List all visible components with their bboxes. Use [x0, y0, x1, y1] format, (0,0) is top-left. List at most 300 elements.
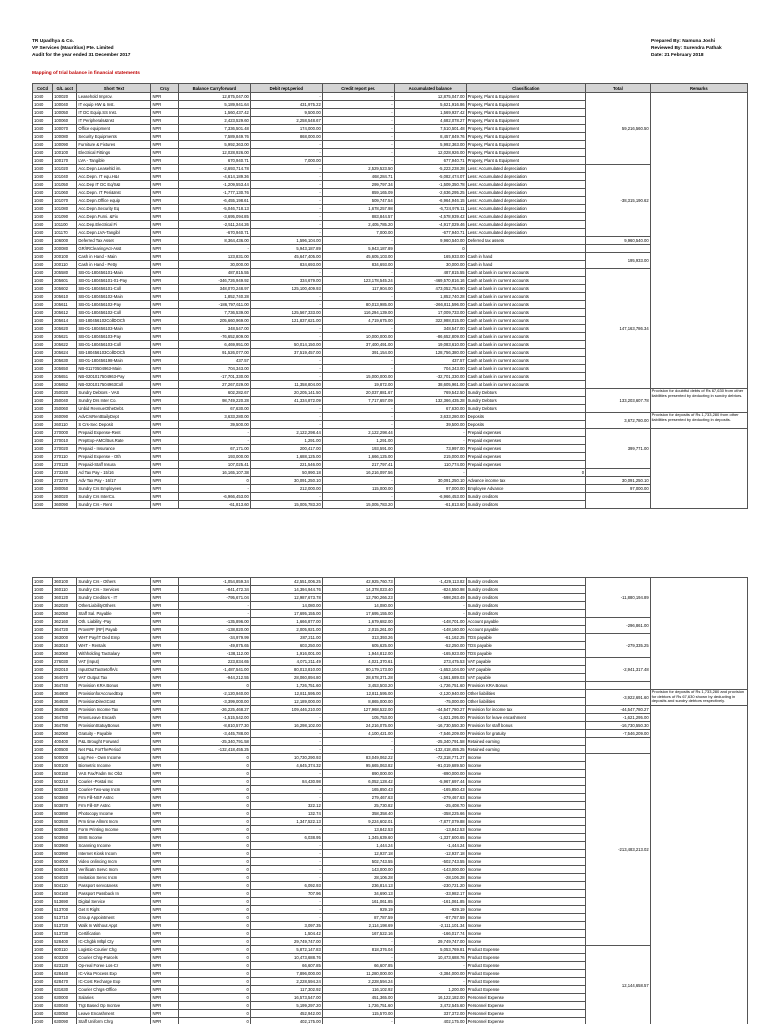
- cell-gl-account: 273240: [53, 469, 77, 477]
- cell-balance-carryforward: -61,813.60: [178, 501, 250, 509]
- cell-gl-account: 101020: [53, 165, 77, 173]
- cell-classification: Cash at bank in current accounts: [466, 325, 586, 333]
- cell-company-code: 1040: [33, 125, 53, 133]
- cell-balance-carryforward: -2,120,940.00: [178, 690, 250, 698]
- cell-balance-carryforward: 0: [178, 962, 250, 970]
- cell-debit-period: 200,417.00: [250, 445, 322, 453]
- cell-gl-account: 364740: [53, 682, 77, 690]
- prepared-by: Prepared By: Namuna Joshi: [651, 39, 715, 44]
- cell-company-code: 1040: [33, 762, 53, 770]
- cell-accumulated-balance: -87,787.59: [394, 914, 466, 922]
- cell-classification: Cash at bank in current accounts: [466, 333, 586, 341]
- cell-balance-carryforward: 0: [178, 898, 250, 906]
- cell-classification: Prepaid expenses: [466, 437, 586, 445]
- cell-company-code: 1040: [33, 706, 53, 714]
- cell-debit-period: -: [250, 746, 322, 754]
- cell-accumulated-balance: -33,982.17: [394, 890, 466, 898]
- cell-currency: NPR: [151, 650, 179, 658]
- cell-classification: Income: [466, 786, 586, 794]
- cell-debit-period: 28,060,894.80: [250, 674, 322, 682]
- cell-classification: Personnel Expense: [466, 1010, 586, 1018]
- cell-balance-carryforward: 123,831.00: [178, 253, 250, 261]
- cell-balance-carryforward: -25,340,791.58: [178, 738, 250, 746]
- cell-short-text: Prm time Allmnt Incm: [77, 818, 151, 826]
- cell-credit-period: 15,000,000.00: [322, 373, 394, 381]
- cell-accumulated-balance: -52,250.00: [394, 642, 466, 650]
- cell-short-text: Photocopy Income: [77, 810, 151, 818]
- cell-company-code: 1040: [33, 946, 53, 954]
- cell-credit-period: 391,154.00: [322, 349, 394, 357]
- cell-currency: NPR: [151, 213, 179, 221]
- cell-short-text: Log Fee - Own Income: [77, 754, 151, 762]
- cell-classification: Cash at bank in current accounts: [466, 349, 586, 357]
- cell-short-text: Certification: [77, 930, 151, 938]
- cell-debit-period: -: [250, 269, 322, 277]
- cell-balance-carryforward: -1,777,130.76: [178, 189, 250, 197]
- cell-debit-period: -: [250, 842, 322, 850]
- cell-short-text: Prepaid - Insurance: [77, 445, 151, 453]
- audit-period: Audit for the year ended 31 December 2017: [32, 53, 131, 58]
- cell-accumulated-balance: -677,940.71: [394, 229, 466, 237]
- cell-gl-account: 362020: [53, 602, 77, 610]
- cell-classification: Product Expense: [466, 986, 586, 994]
- cell-credit-period: -: [322, 365, 394, 373]
- cell-company-code: 1040: [33, 746, 53, 754]
- cell-accumulated-balance: 0: [394, 245, 466, 253]
- cell-currency: NPR: [151, 301, 179, 309]
- table-row: [33, 754, 748, 762]
- cell-credit-period: 9,224,602.01: [322, 818, 394, 826]
- cell-company-code: 1040: [33, 413, 53, 421]
- cell-debit-period: 16,298,102.00: [250, 722, 322, 730]
- cell-debit-period: 174,000.00: [250, 125, 322, 133]
- cell-credit-period: -: [322, 413, 394, 421]
- cell-gl-account: 205624: [53, 349, 77, 357]
- cell-company-code: 1040: [33, 842, 53, 850]
- cell-debit-period: 4,645,374.32: [250, 762, 322, 770]
- cell-gl-account: 205611: [53, 301, 77, 309]
- cell-gl-account: 500150: [53, 770, 77, 778]
- cell-credit-period: 13,842.53: [322, 826, 394, 834]
- cell-company-code: 1040: [33, 277, 53, 285]
- cell-gl-account: 270010: [53, 437, 77, 445]
- cell-gl-account: 205620: [53, 325, 77, 333]
- cell-balance-carryforward: 0: [178, 874, 250, 882]
- cell-balance-carryforward: 0: [178, 802, 250, 810]
- cell-gl-account: 270120: [53, 461, 77, 469]
- cell-gl-account: 503960: [53, 842, 77, 850]
- cell-company-code: 1040: [33, 578, 53, 586]
- cell-short-text: SB-01-180456198-Main: [77, 357, 151, 365]
- cell-short-text: Trgt Based Op Incntve: [77, 1002, 151, 1010]
- cell-accumulated-balance: 7,510,501.48: [394, 125, 466, 133]
- cell-gl-account: 100080: [53, 133, 77, 141]
- cell-currency: NPR: [151, 365, 179, 373]
- cell-currency: NPR: [151, 253, 179, 261]
- cell-debit-period: 834,693.00: [250, 261, 322, 269]
- cell-accumulated-balance: 437.57: [394, 357, 466, 365]
- cell-credit-period: 80,179,173.00: [322, 666, 394, 674]
- cell-classification: Income: [466, 922, 586, 930]
- cell-currency: NPR: [151, 874, 179, 882]
- table-row: [33, 578, 748, 586]
- cell-classification: Advance income tax: [466, 477, 586, 485]
- cell-credit-period: 929.19: [322, 906, 394, 914]
- cell-short-text: Withholding TaxSalary: [77, 650, 151, 658]
- cell-gl-account: 100090: [53, 141, 77, 149]
- cell-debit-period: 7,000.00: [250, 157, 322, 165]
- cell-balance-carryforward: 0: [178, 786, 250, 794]
- cell-classification: Income: [466, 930, 586, 938]
- cell-debit-period: 125,100,409.93: [250, 285, 322, 293]
- cell-balance-carryforward: 0: [178, 1002, 250, 1010]
- cell-total: 133,203,607.78: [586, 389, 651, 413]
- cell-balance-carryforward: 0: [178, 826, 250, 834]
- cell-accumulated-balance: -6,966,453.00: [394, 493, 466, 501]
- cell-balance-carryforward: -135,896.00: [178, 618, 250, 626]
- cell-balance-carryforward: 16,165,107.38: [178, 469, 250, 477]
- table-row: [33, 714, 748, 722]
- cell-accumulated-balance: 273,475.53: [394, 658, 466, 666]
- cell-currency: NPR: [151, 682, 179, 690]
- cell-accumulated-balance: 402,175.00: [394, 1018, 466, 1024]
- cell-currency: NPR: [151, 1018, 179, 1024]
- cell-credit-period: 1,678,257.98: [322, 205, 394, 213]
- firm-name: TR Upadhya & Co.: [32, 39, 74, 44]
- cell-short-text: IC-Visa Process Exp: [77, 970, 151, 978]
- cell-company-code: 1040: [33, 874, 53, 882]
- cell-company-code: 1040: [33, 141, 53, 149]
- cell-debit-period: 12,189,000.00: [250, 698, 322, 706]
- cell-short-text: InputOutTaxSetoffA/c: [77, 666, 151, 674]
- cell-classification: Less: Accumulated depreciation: [466, 213, 586, 221]
- cell-debit-period: 2,005,921.00: [250, 626, 322, 634]
- cell-accumulated-balance: -598,263.49: [394, 594, 466, 602]
- cell-debit-period: 29,749,747.00: [250, 938, 322, 946]
- cell-debit-period: 5,943,187.89: [250, 245, 322, 253]
- cell-gl-account: 360020: [53, 493, 77, 501]
- cell-credit-period: 45,605,103.00: [322, 253, 394, 261]
- cell-classification: Sundry creditors: [466, 594, 586, 602]
- cell-currency: NPR: [151, 610, 179, 618]
- trial-balance-table-2: [32, 577, 748, 1024]
- cell-classification: Sundry creditors: [466, 602, 586, 610]
- cell-accumulated-balance: -44,547,780.27: [394, 706, 466, 714]
- cell-credit-period: 10,000,000.00: [322, 333, 394, 341]
- cell-credit-period: 165,850.43: [322, 786, 394, 794]
- cell-total: [586, 469, 651, 477]
- cell-credit-period: 2,405,785.20: [322, 221, 394, 229]
- cell-gl-account: 101040: [53, 173, 77, 181]
- cell-accumulated-balance: 704,343.00: [394, 365, 466, 373]
- signoff-header: [651, 38, 722, 59]
- cell-debit-period: 1,504.42: [250, 930, 322, 938]
- cell-credit-period: -: [322, 237, 394, 245]
- cell-accumulated-balance: 1,852,740.28: [394, 293, 466, 301]
- cell-debit-period: 4,071,211.49: [250, 658, 322, 666]
- cell-accumulated-balance: -502,743.55: [394, 858, 466, 866]
- cell-company-code: 1040: [33, 914, 53, 922]
- cell-balance-carryforward: -6,966,453.00: [178, 493, 250, 501]
- cell-company-code: 1040: [33, 714, 53, 722]
- cell-classification: Cash in hand: [466, 261, 586, 269]
- cell-accumulated-balance: 3,472,545.60: [394, 1002, 466, 1010]
- cell-credit-period: 15,005,783.20: [322, 501, 394, 509]
- cell-debit-period: -: [250, 165, 322, 173]
- cell-short-text: WHT - Rentals: [77, 642, 151, 650]
- cell-balance-carryforward: -: [178, 485, 250, 493]
- cell-credit-period: -: [322, 357, 394, 365]
- cell-gl-account: 364070: [53, 674, 77, 682]
- cell-short-text: Acc.Depn.Security Eq: [77, 205, 151, 213]
- cell-classification: Sundry creditors: [466, 578, 586, 586]
- cell-accumulated-balance: -6,724,976.11: [394, 205, 466, 213]
- cell-classification: Propery, Plant & Equipment: [466, 125, 586, 133]
- cell-short-text: Prepaid Expense-Rent: [77, 429, 151, 437]
- cell-company-code: 1040: [33, 269, 53, 277]
- cell-credit-period: 25,730.82: [322, 802, 394, 810]
- cell-gl-account: 205614: [53, 317, 77, 325]
- column-header-company-code: CoCd: [33, 84, 53, 93]
- cell-accumulated-balance: -: [394, 429, 466, 437]
- cell-company-code: 1040: [33, 285, 53, 293]
- cell-remarks: [650, 429, 747, 509]
- cell-currency: NPR: [151, 690, 179, 698]
- cell-gl-account: 364800: [53, 690, 77, 698]
- cell-company-code: 1040: [33, 469, 53, 477]
- cell-total: 12,144,658.57: [586, 946, 651, 1024]
- cell-debit-period: -: [250, 333, 322, 341]
- column-header-remarks: Remarks: [650, 84, 747, 93]
- cell-company-code: 1040: [33, 293, 53, 301]
- cell-gl-account: 400500: [53, 746, 77, 754]
- cell-accumulated-balance: -279,467.63: [394, 794, 466, 802]
- cell-company-code: 1040: [33, 938, 53, 946]
- cell-classification: Income: [466, 842, 586, 850]
- cell-short-text: SB-01-180456101-01-Pay: [77, 277, 151, 285]
- cell-credit-period: 2,228,594.24: [322, 978, 394, 986]
- cell-classification: Personnel Expense: [466, 994, 586, 1002]
- cell-short-text: PrepExp-AMC/Bus.Rate: [77, 437, 151, 445]
- cell-credit-period: 236,814.13: [322, 882, 394, 890]
- cell-currency: NPR: [151, 181, 179, 189]
- cell-company-code: 1040: [33, 1018, 53, 1024]
- cell-gl-account: 250040: [53, 397, 77, 405]
- cell-accumulated-balance: -5,967,697.44: [394, 778, 466, 786]
- cell-credit-period: 859,165.09: [322, 189, 394, 197]
- cell-currency: NPR: [151, 810, 179, 818]
- cell-classification: Propery, Plant & Equipment: [466, 149, 586, 157]
- cell-balance-carryforward: 0: [178, 794, 250, 802]
- cell-total: -44,547,780.27: [586, 706, 651, 714]
- cell-total: 399,771.00: [586, 429, 651, 469]
- cell-short-text: Frm Fill-SF Astnc: [77, 802, 151, 810]
- cell-balance-carryforward: -3,399,000.00: [178, 698, 250, 706]
- cell-gl-account: 362060: [53, 730, 77, 738]
- cell-company-code: 1040: [33, 317, 53, 325]
- cell-balance-carryforward: -1,515,542.00: [178, 714, 250, 722]
- cell-accumulated-balance: -25,340,791.58: [394, 738, 466, 746]
- cell-credit-period: 2,529,523.50: [322, 165, 394, 173]
- cell-balance-carryforward: -3,445,788.00: [178, 730, 250, 738]
- cell-accumulated-balance: 30,091,250.10: [394, 477, 466, 485]
- cell-accumulated-balance: -2,636,295.25: [394, 189, 466, 197]
- cell-balance-carryforward: -1,487,541.00: [178, 666, 250, 674]
- cell-classification: Propery, Plant & Equipment: [466, 109, 586, 117]
- cell-gl-account: 100100: [53, 149, 77, 157]
- cell-gl-account: 504010: [53, 866, 77, 874]
- cell-accumulated-balance: 128,756,380.00: [394, 349, 466, 357]
- cell-balance-carryforward: 39,500.00: [178, 421, 250, 429]
- cell-company-code: 1040: [33, 682, 53, 690]
- cell-balance-carryforward: 0: [178, 762, 250, 770]
- cell-debit-period: 1,666,877.00: [250, 618, 322, 626]
- cell-classification: Sundry Debtors: [466, 405, 586, 413]
- cell-credit-period: 7,717,657.09: [322, 397, 394, 405]
- cell-classification: Less: Accumulated depreciation: [466, 165, 586, 173]
- cell-gl-account: 100170: [53, 157, 77, 165]
- cell-short-text: Sundry Debtors - VAS: [77, 389, 151, 397]
- cell-debit-period: 121,837,621.00: [250, 317, 322, 325]
- cell-balance-carryforward: -1,209,553.44: [178, 181, 250, 189]
- cell-company-code: 1040: [33, 850, 53, 858]
- cell-gl-account: 364790: [53, 722, 77, 730]
- cell-gl-account: 360110: [53, 586, 77, 594]
- cell-currency: NPR: [151, 866, 179, 874]
- cell-short-text: Sundry Crs - Rent: [77, 501, 151, 509]
- cell-balance-carryforward: 0: [178, 754, 250, 762]
- cell-debit-period: 10,730,290.93: [250, 754, 322, 762]
- cell-balance-carryforward: 107,025.41: [178, 461, 250, 469]
- cell-balance-carryforward: 0: [178, 1018, 250, 1024]
- cell-classification: Income: [466, 850, 586, 858]
- cell-classification: Cash at bank in current accounts: [466, 373, 586, 381]
- sheet-subtitle: Mapping of trial balance in financial statements: [32, 71, 140, 76]
- cell-debit-period: 431,975.22: [250, 101, 322, 109]
- table-row: [33, 389, 748, 397]
- cell-company-code: 1040: [33, 133, 53, 141]
- cell-currency: NPR: [151, 842, 179, 850]
- cell-total: -2,941,317.48: [586, 658, 651, 682]
- cell-currency: NPR: [151, 437, 179, 445]
- cell-debit-period: -: [250, 213, 322, 221]
- cell-short-text: Sundry Crs Employees: [77, 485, 151, 493]
- cell-classification: Personnel Expense: [466, 1002, 586, 1010]
- cell-currency: NPR: [151, 501, 179, 509]
- cell-accumulated-balance: -: [394, 469, 466, 477]
- cell-gl-account: 101100: [53, 221, 77, 229]
- cell-balance-carryforward: -: [178, 245, 250, 253]
- cell-balance-carryforward: 0: [178, 946, 250, 954]
- cell-gl-account: 100070: [53, 125, 77, 133]
- cell-gl-account: 630040: [53, 1002, 77, 1010]
- cell-balance-carryforward: 3,633,280.00: [178, 413, 250, 421]
- table-row: [33, 253, 748, 261]
- cell-gl-account: 363000: [53, 634, 77, 642]
- cell-company-code: 1040: [33, 786, 53, 794]
- cell-accumulated-balance: -469,570,816.16: [394, 277, 466, 285]
- cell-company-code: 1040: [33, 690, 53, 698]
- cell-company-code: 1040: [33, 429, 53, 437]
- cell-gl-account: 364500: [53, 706, 77, 714]
- cell-balance-carryforward: 12,028,926.00: [178, 149, 250, 157]
- cell-accumulated-balance: 39,500.00: [394, 421, 466, 429]
- cell-debit-period: 2,122,298.44: [250, 429, 322, 437]
- cell-balance-carryforward: -1,054,859.34: [178, 578, 250, 586]
- cell-debit-period: -: [250, 858, 322, 866]
- cell-gl-account: 363060: [53, 650, 77, 658]
- cell-accumulated-balance: -1,337,600.65: [394, 834, 466, 842]
- cell-short-text: Provision Income Tax: [77, 706, 151, 714]
- cell-credit-period: 115,000.00: [322, 485, 394, 493]
- cell-credit-period: 313,393.26: [322, 634, 394, 642]
- cell-short-text: Sundry Drs Inter Co.: [77, 397, 151, 405]
- cell-company-code: 1040: [33, 309, 53, 317]
- cell-currency: NPR: [151, 978, 179, 986]
- cell-debit-period: 6,092.93: [250, 882, 322, 890]
- cell-balance-carryforward: 0: [178, 778, 250, 786]
- cell-short-text: Op-real Foree Los-Cr: [77, 962, 151, 970]
- cell-currency: NPR: [151, 341, 179, 349]
- cell-company-code: 1040: [33, 770, 53, 778]
- cell-gl-account: 630050: [53, 1010, 77, 1018]
- cell-currency: NPR: [151, 117, 179, 125]
- cell-debit-period: 9,500.00: [250, 109, 322, 117]
- cell-balance-carryforward: 0: [178, 994, 250, 1002]
- cell-short-text: Prepaid-Staff Insura: [77, 461, 151, 469]
- cell-short-text: Logistic-Courier Chg: [77, 946, 151, 954]
- cell-short-text: SB-01-180456103-Pay: [77, 333, 151, 341]
- cell-accumulated-balance: -75,000.00: [394, 698, 466, 706]
- cell-balance-carryforward: -138,820.00: [178, 626, 250, 634]
- cell-accumulated-balance: -1,444.24: [394, 842, 466, 850]
- cell-classification: Less: Accumulated depreciation: [466, 221, 586, 229]
- cell-company-code: 1040: [33, 213, 53, 221]
- cell-accumulated-balance: 8,457,849.76: [394, 133, 466, 141]
- table-row: [33, 493, 748, 501]
- cell-classification: Product Expense: [466, 978, 586, 986]
- cell-classification: Propery, Plant & Equipment: [466, 141, 586, 149]
- cell-credit-period: 12,811,595.00: [322, 690, 394, 698]
- cell-company-code: 1040: [33, 157, 53, 165]
- cell-accumulated-balance: -1,621,295.00: [394, 714, 466, 722]
- cell-credit-period: 42,925,760.73: [322, 578, 394, 586]
- cell-company-code: 1040: [33, 810, 53, 818]
- cell-debit-period: -: [250, 325, 322, 333]
- cell-accumulated-balance: -929.19: [394, 906, 466, 914]
- table-row: [33, 690, 748, 698]
- cell-credit-period: 83,049,062.22: [322, 754, 394, 762]
- cell-credit-period: 502,743.55: [322, 858, 394, 866]
- cell-classification: Sundry Debtors: [466, 389, 586, 397]
- cell-short-text: WHT Pay/IT Ded Emp: [77, 634, 151, 642]
- cell-company-code: 1040: [33, 301, 53, 309]
- cell-classification: Income: [466, 890, 586, 898]
- cell-currency: NPR: [151, 149, 179, 157]
- cell-debit-period: -: [250, 730, 322, 738]
- cell-debit-period: 14,394,944.76: [250, 586, 322, 594]
- table-row: [33, 165, 748, 173]
- cell-gl-account: 360100: [53, 578, 77, 586]
- cell-debit-period: 402,175.00: [250, 1018, 322, 1024]
- cell-short-text: SB-01-180456103-Main: [77, 325, 151, 333]
- cell-short-text: Passport Passback In: [77, 890, 151, 898]
- cell-accumulated-balance: -7,546,209.00: [394, 730, 466, 738]
- cell-balance-carryforward: 30,000.00: [178, 261, 250, 269]
- cell-accumulated-balance: 5,621,916.86: [394, 101, 466, 109]
- cell-company-code: 1040: [33, 730, 53, 738]
- cell-short-text: S Crs-Sec Deposit: [77, 421, 151, 429]
